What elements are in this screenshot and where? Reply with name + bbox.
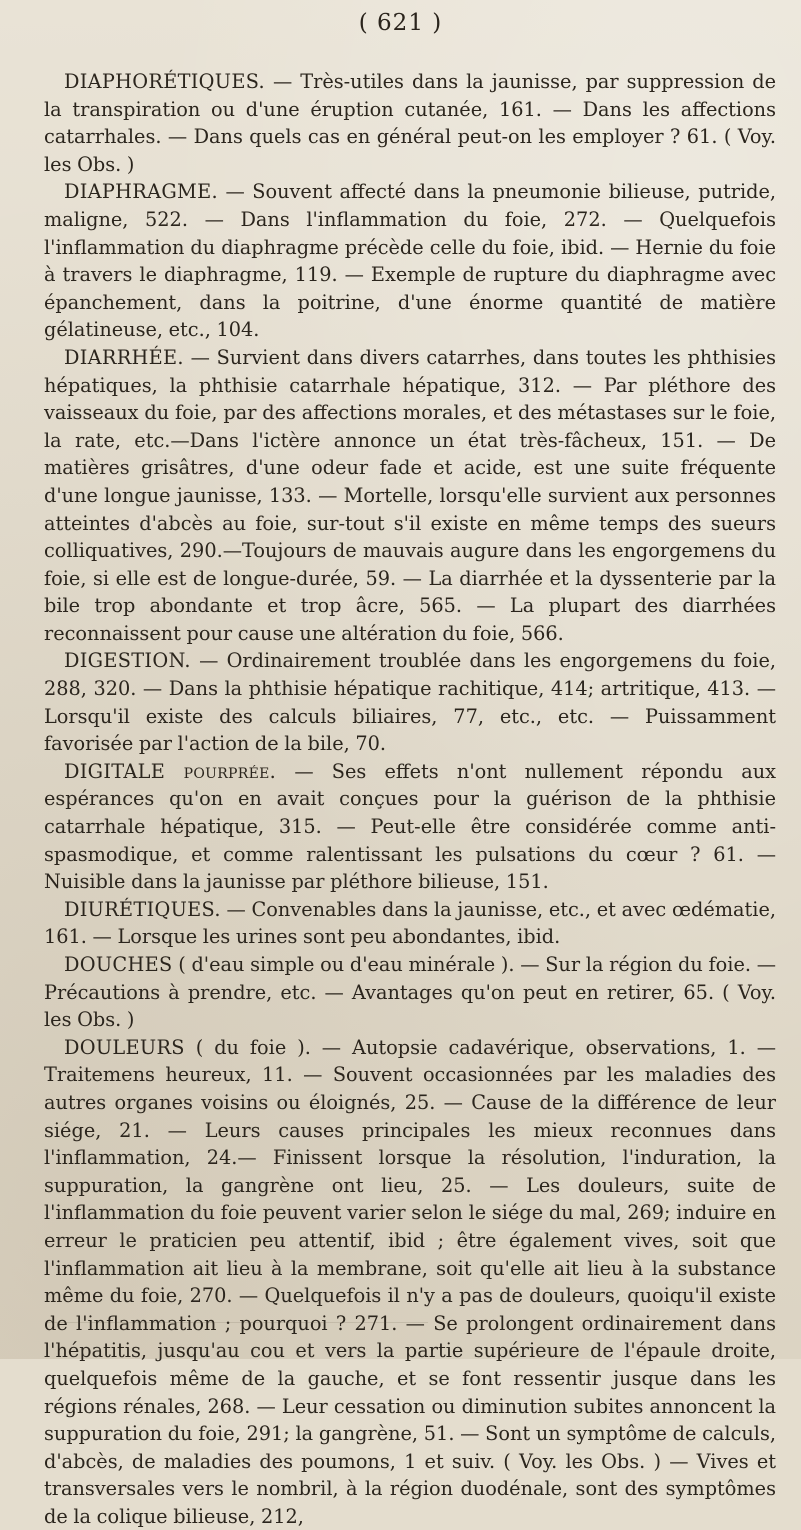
entry-term: DOUCHES	[64, 953, 173, 976]
index-entry-douleurs	[44, 1034, 776, 1530]
entry-term: DIGITALE pourprée.	[64, 759, 277, 783]
index-entry-digitale	[44, 758, 776, 896]
index-entry-digestion	[44, 647, 776, 757]
entry-text: — Convenables dans la jaunisse, etc., et avec œdématie, 161. — Lorsque les urines sont peu abondantes, ibid.	[44, 897, 777, 949]
entry-term: DIARRHÉE.	[64, 345, 184, 369]
entry-text: — Très-utiles dans la jaunisse, par suppression de la transpiration ou d'une éruption cutanée, 161. — Dans les affections catarrhales. — Dans quels cas en général peut-on les employer ? 61. ( Voy. les Obs. )	[44, 70, 777, 176]
index-entry-diarrhee	[44, 344, 776, 648]
entry-term: DIAPHRAGME.	[64, 180, 218, 204]
entry-text: — Ses effets n'ont nullement répondu aux espérances qu'on en avait conçues pour la guérison de la phthisie catarrhale hépatique, 315. — Peut-elle être considérée comme anti-spasmodique, et comme ralentissant les pulsations du cœur ? 61. — Nuisible dans la jaunisse par pléthore bilieuse, 151.	[44, 759, 777, 894]
entry-term: DIURÉTIQUES.	[64, 897, 221, 921]
index-entry-diaphoretiques	[44, 68, 776, 178]
entry-text: — Survient dans divers catarrhes, dans toutes les phthisies hépatiques, la phthisie catarrhale hépatique, 312. — Par pléthore des vaisseaux du foie, par des affections morales, et des métastases sur le foie, la rate, etc.—Dans l'ictère annonce un état très-fâcheux, 151. — De matières grisâtres, d'une odeur fade et acide, est une suite fréquente d'une longue jaunisse, 133. — Mortelle, lorsqu'elle survient aux personnes atteintes d'abcès au foie, sur-tout s'il existe en même temps des sueurs colliquatives, 290.—Toujours de mauvais augure dans les engorgemens du foie, si elle est de longue-durée, 59. — La diarrhée et la dyssenterie par la bile trop abondante et trop âcre, 565. — La plupart des diarrhées reconnaissent pour cause une altération du foie, 566.	[44, 345, 776, 645]
entry-text: ( du foie ). — Autopsie cadavérique, observations, 1. — Traitemens heureux, 11. — Souvent occasionnées par les maladies des autres organes voisins ou éloignés, 25. — Cause de la différence de leur siége, 21. — Leurs causes principales les mieux reconnues dans l'inflammation, 24.— Finissent lorsque la résolution, l'induration, la suppuration, la gangrène ont lieu, 25. — Les douleurs, suite de l'inflammation du foie peuvent varier selon le siége du mal, 269; induire en erreur le praticien peu attentif, ibid ; être également vives, soit que l'inflammation ait lieu à la membrane, soit qu'elle ait lieu à la substance même du foie, 270. — Quelquefois il n'y a pas de douleurs, quoiqu'il existe de l'inflammation ; pourquoi ? 271. — Se prolongent ordinairement dans l'hépatitis, jusqu'au cou et vers la partie supérieure de l'épaule droite, quelquefois même de la gauche, et se font ressentir jusque dans les régions rénales, 268. — Leur cessation ou diminution subites annoncent la suppuration du foie, 291; la gangrène, 51. — Sont un symptôme de calculs, d'abcès, de maladies des poumons, 1 et suiv. ( Voy. les Obs. ) — Vives et transversales vers le nombril, à la région duodénale, sont des symptômes de la colique bilieuse, 212,	[44, 1035, 776, 1528]
entry-term: DIAPHORÉTIQUES.	[64, 70, 265, 93]
entry-text: — Ordinairement troublée dans les engorgemens du foie, 288, 320. — Dans la phthisie hépatique rachitique, 414; artritique, 413. — Lorsqu'il existe des calculs biliaires, 77, etc., etc. — Puissamment favorisée par l'action de la bile, 70.	[44, 649, 776, 756]
page-edge-shadow	[48, 1322, 428, 1323]
entry-term: DIGESTION.	[64, 649, 191, 673]
index-entry-douches	[44, 951, 776, 1034]
index-text	[44, 68, 776, 1530]
page-number: ( 621 )	[358, 10, 443, 36]
index-entry-diuretiques	[44, 896, 776, 951]
entry-text: ( d'eau simple ou d'eau minérale ). — Sur la région du foie. — Précautions à prendre, etc. — Avantages qu'on peut en retirer, 65. ( Voy. les Obs. )	[44, 953, 776, 1032]
index-entry-diaphragme	[44, 178, 776, 344]
entry-text: — Souvent affecté dans la pneumonie bilieuse, putride, maligne, 522. — Dans l'inflammation du foie, 272. — Quelquefois l'inflammation du diaphragme précède celle du foie, ibid. — Hernie du foie à travers le diaphragme, 119. — Exemple de rupture du diaphragme avec épanchement, dans la poitrine, d'une énorme quantité de matière gélatineuse, etc., 104.	[44, 180, 776, 342]
entry-term: DOULEURS	[64, 1035, 185, 1059]
